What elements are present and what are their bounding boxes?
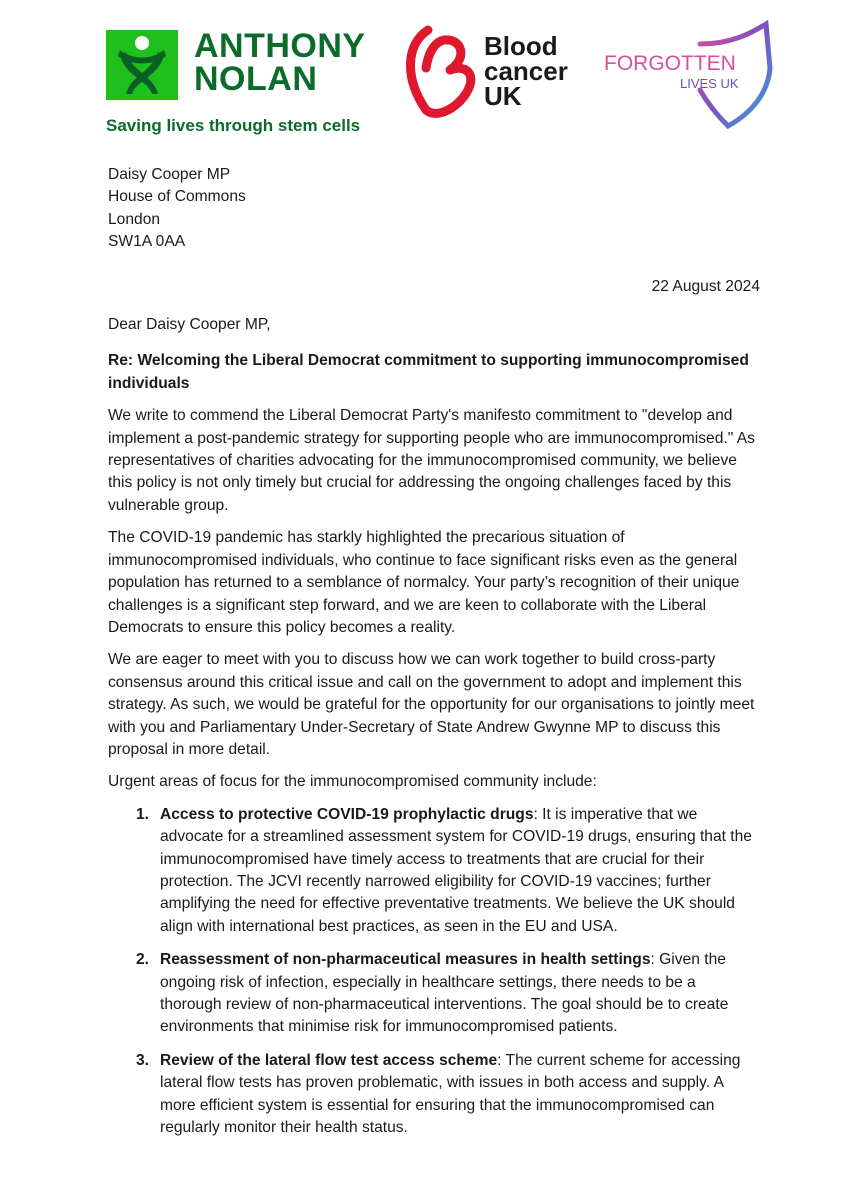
- paragraph-meeting: We are eager to meet with you to discuss how we can work together to build cross-party consensus around this critical issue and call on the government to adopt and implement this strategy. As such, we would be grateful for the opportunity for our organisations to jointly meet with you and Parliamentary Under-Secretary of State Andrew Gwynne MP to discuss this proposal in more detail.: [108, 651, 755, 758]
- focus-area-number: 3.: [136, 1051, 150, 1069]
- blood-cancer-uk-line3: UK: [484, 81, 522, 111]
- recipient-city: London: [108, 210, 161, 228]
- anthony-nolan-name-line1: ANTHONY: [194, 27, 366, 65]
- focus-areas-list: [108, 804, 760, 1140]
- anthony-nolan-name-line2: NOLAN: [194, 60, 318, 98]
- anthony-nolan-emblem-icon: [106, 30, 178, 100]
- recipient-address: [108, 164, 760, 254]
- forgotten-lives-uk-logo: [600, 20, 780, 130]
- paragraph-pandemic: The COVID-19 pandemic has starkly highlighted the precarious situation of immunocompromised individuals, who continue to face significant risks even as the general population has returned to a semblance of normalcy. Your party’s recognition of their unique challenges is a significant step forward, and we are keen to collaborate with the Liberal Democrats to ensure this policy becomes a reality.: [108, 529, 740, 636]
- blood-cancer-uk-line1: Blood: [484, 31, 558, 61]
- focus-area-item: [108, 949, 760, 1039]
- focus-area-number: 1.: [136, 805, 150, 823]
- paragraph-commend: We write to commend the Liberal Democrat Party's manifesto commitment to "develop and implement a post-pandemic strategy for supporting people who are immunocompromised." As representatives of charities advocating for the immunocompromised community, we believe this policy is not only timely but crucial for addressing the ongoing challenges faced by this vulnerable group.: [108, 407, 755, 514]
- focus-area-item: [108, 1050, 760, 1140]
- blood-cancer-uk-line2: cancer: [484, 56, 568, 86]
- letterhead-logos: [0, 20, 860, 140]
- forgotten-lives-title: FORGOTTEN: [604, 52, 736, 75]
- anthony-nolan-tagline: Saving lives through stem cells: [106, 116, 361, 135]
- recipient-postcode: SW1A 0AA: [108, 233, 186, 251]
- recipient-org: House of Commons: [108, 188, 246, 206]
- focus-area-title: Access to protective COVID-19 prophylactic drugs: [160, 805, 534, 823]
- subject-line: Re: Welcoming the Liberal Democrat commitment to supporting immunocompromised individuals: [108, 352, 749, 392]
- forgotten-lives-subtitle: LIVES UK: [680, 76, 739, 91]
- letter-body: [108, 164, 760, 1150]
- focus-area-text: : It is imperative that we advocate for a streamlined assessment system for COVID-19 drugs, ensuring that the immunocompromised have timely access to treatments that are crucial for their protection. The JCVI recently narrowed eligibility for COVID-19 vaccines; further amplifying the need for effective preventative treatments. We believe the UK should align with international best practices, as seen in the EU and USA.: [160, 805, 752, 935]
- focus-area-title: Review of the lateral flow test access scheme: [160, 1051, 498, 1069]
- focus-area-text: : Given the ongoing risk of infection, especially in healthcare settings, there needs to be a thorough review of non-pharmaceutical interventions. The goal should be to create environments that minimise risk for immunocompromised patients.: [160, 951, 729, 1036]
- blood-cancer-uk-heart-icon: [398, 24, 478, 120]
- focus-area-title: Reassessment of non-pharmaceutical measures in health settings: [160, 951, 651, 969]
- focus-area-item: [108, 804, 760, 938]
- paragraph-focus-intro: Urgent areas of focus for the immunocompromised community include:: [108, 773, 597, 791]
- recipient-name: Daisy Cooper MP: [108, 166, 231, 183]
- letter-date: 22 August 2024: [651, 277, 760, 295]
- focus-area-text: : The current scheme for accessing lateral flow tests has proven problematic, with issues in both access and supply. A more efficient system is essential for ensuring that the immunocompromised can regularly monitor their health status.: [160, 1051, 741, 1137]
- salutation: Dear Daisy Cooper MP,: [108, 316, 271, 334]
- focus-area-number: 2.: [136, 951, 150, 969]
